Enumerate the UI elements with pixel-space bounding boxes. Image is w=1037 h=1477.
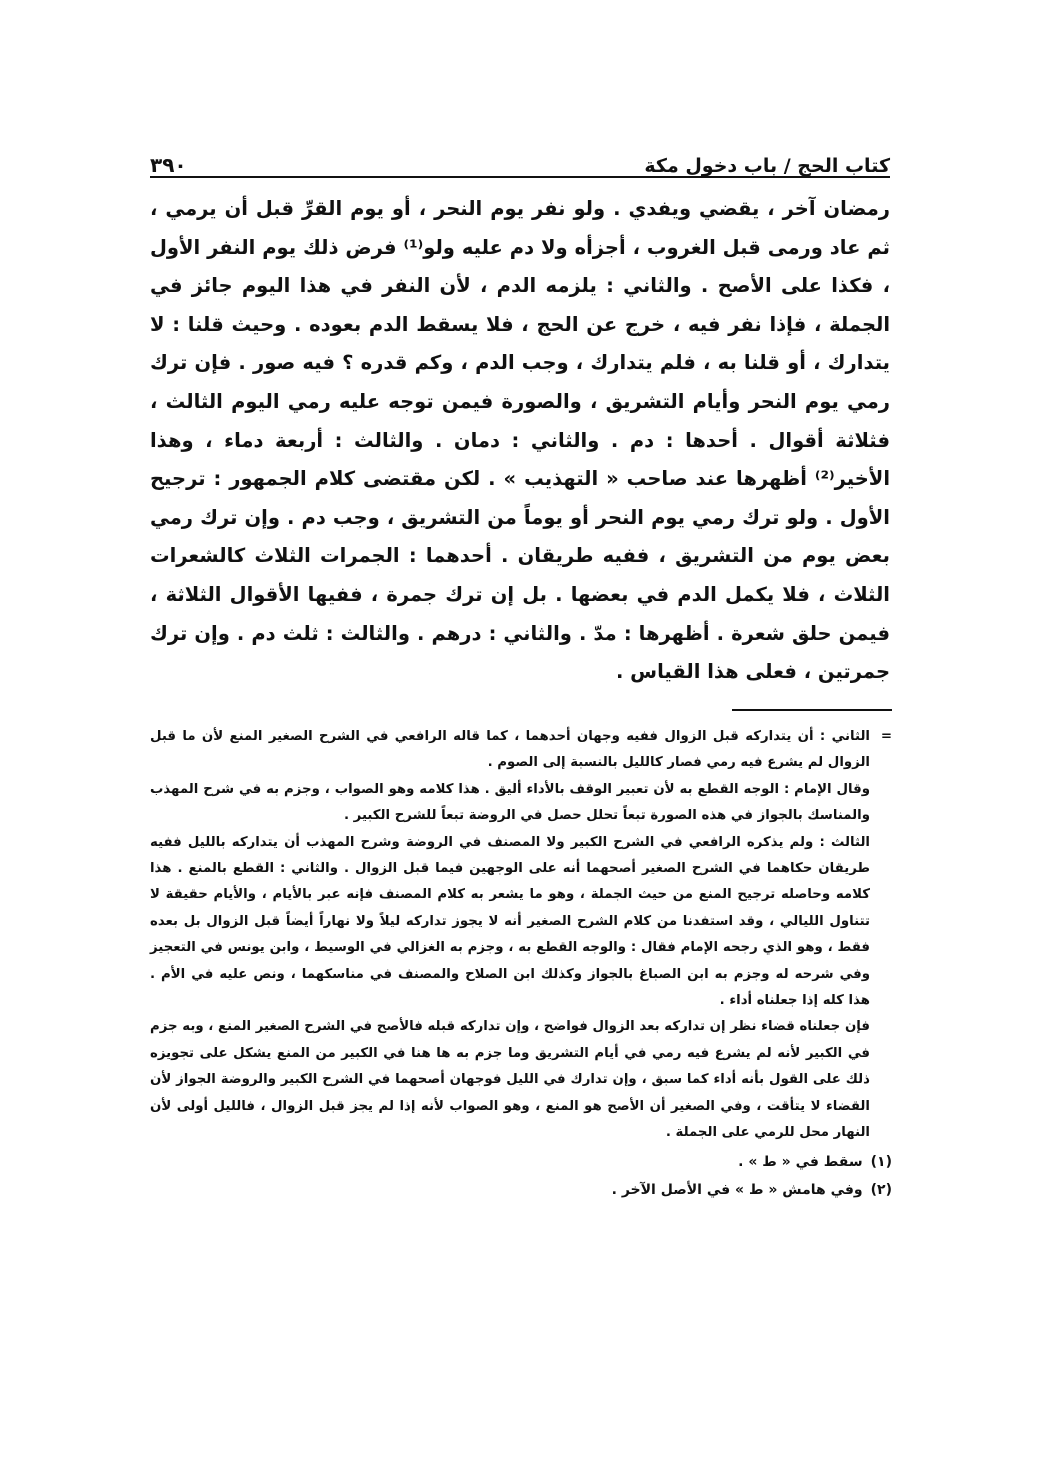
footnote-separator [732,709,892,711]
footnotes-block [150,724,892,1203]
book-title: كتاب الحج / باب دخول مكة [644,155,890,177]
footnote-1 [150,1149,892,1175]
header-rule [150,176,890,178]
footnote-note-text: وفي هامش « ط » في الأصل الآخر . [611,1181,863,1198]
footnote-note-text: سقط في « ط » . [738,1153,863,1170]
footnote-2 [150,1177,892,1203]
footnote-number: (٢) [870,1181,892,1198]
footnote-paragraph: الثالث : ولم يذكره الرافعي في الشرح الكبير ولا المصنف في الروضة وشرح المهذب أن يتداركه بالليل ففيه طريقان حكاهما في الشرح الصغير أصحهما أنه على الوجهين فيما قبل الزوال . والثاني : القطع بالمنع . هذا كلامه وحاصله ترجيح المنع من حيث الجملة ، وهو ما يشعر به كلام المصنف فإنه عبر بالأيام ، والأيام حقيقة لا تتناول الليالي ، وقد استفدنا من كلام الشرح الصغير أنه لا يجوز تداركه ليلاً ولا نهاراً أيضاً قبل الزوال بل بعده فقط ، وهو الذي رجحه الإمام فقال : والوجه القطع به ، وجزم به الغزالي في الوسيط ، وابن يونس في التعجيز وفي شرحه له وجزم به ابن الصباغ بالجواز وكذلك ابن الصلاح والمصنف في مناسكهما ، ونص عليه في الأم . هذا كله إذا جعلناه أداء . [150,834,870,1009]
page-number: ٣٩٠ [150,153,187,177]
running-header [150,125,890,177]
main-text-block [150,190,890,692]
footnote-number: (١) [870,1153,892,1170]
continuation-mark: = [880,729,892,744]
footnote-paragraph: فإن جعلناه قضاء نظر إن تداركه بعد الزوال فواضح ، وإن تداركه قبله فالأصح في الشرح الصغير المنع ، وبه جزم في الكبير لأنه لم يشرع فيه رمي في أيام التشريق وما جزم به ها هنا في الكبير من المنع يشكل على تجويزه ذلك على القول بأنه أداء كما سبق ، وإن تدارك في الليل فوجهان أصحهما في الشرح الكبير والروضة الجواز لأن القضاء لا يتأقت ، وفي الصغير أن الأصح هو المنع ، وهو الصواب لأنه إذا لم يجز قبل الزوال ، فالليل أولى لأن النهار محل للرمي على الجملة . [150,1019,870,1141]
footnote-paragraph: وقال الإمام : الوجه القطع به لأن تعبير الوقف بالأداء أليق . هذا كلامه وهو الصواب ، وجزم به في شرح المهذب والمناسك بالجواز في هذه الصورة تبعاً تحلل حصل في الروضة تبعاً للشرح الكبير . [150,781,870,824]
footnote-continued-paragraph [150,724,892,777]
main-paragraph: رمضان آخر ، يقضي ويفدي . ولو نفر يوم النحر ، أو يوم القرِّ قبل أن يرمي ، ثم عاد ورمى قبل الغروب ، أجزأه ولا دم عليه ولو⁽¹⁾ فرض ذلك يوم النفر الأول ، فكذا على الأصح . والثاني : يلزمه الدم ، لأن النفر في هذا اليوم جائز في الجملة ، فإذا نفر فيه ، خرج عن الحج ، فلا يسقط الدم بعوده . وحيث قلنا : لا يتدارك ، أو قلنا به ، فلم يتدارك ، وجب الدم ، وكم قدره ؟ فيه صور . فإن ترك رمي يوم النحر وأيام التشريق ، والصورة فيمن توجه عليه رمي اليوم الثالث ، فثلاثة أقوال . أحدها : دم . والثاني : دمان . والثالث : أربعة دماء ، وهذا الأخير⁽²⁾ أظهرها عند صاحب « التهذيب » . لكن مقتضى كلام الجمهور : ترجيح الأول . ولو ترك رمي يوم النحر أو يوماً من التشريق ، وجب دم . وإن ترك رمي بعض يوم من التشريق ، ففيه طريقان . أحدهما : الجمرات الثلاث كالشعرات الثلاث ، فلا يكمل الدم في بعضها . بل إن ترك جمرة ، ففيها الأقوال الثلاثة ، فيمن حلق شعرة . أظهرها : مدّ . والثاني : درهم . والثالث : ثلث دم . وإن ترك جمرتين ، فعلى هذا القياس . [150,197,890,684]
footnote-text: الثاني : أن يتداركه قبل الزوال ففيه وجهان أحدهما ، كما قاله الرافعي في الشرح الصغير المنع لأن ما قبل الزوال لم يشرع فيه رمي فصار كالليل بالنسبة إلى الصوم . [150,729,870,771]
